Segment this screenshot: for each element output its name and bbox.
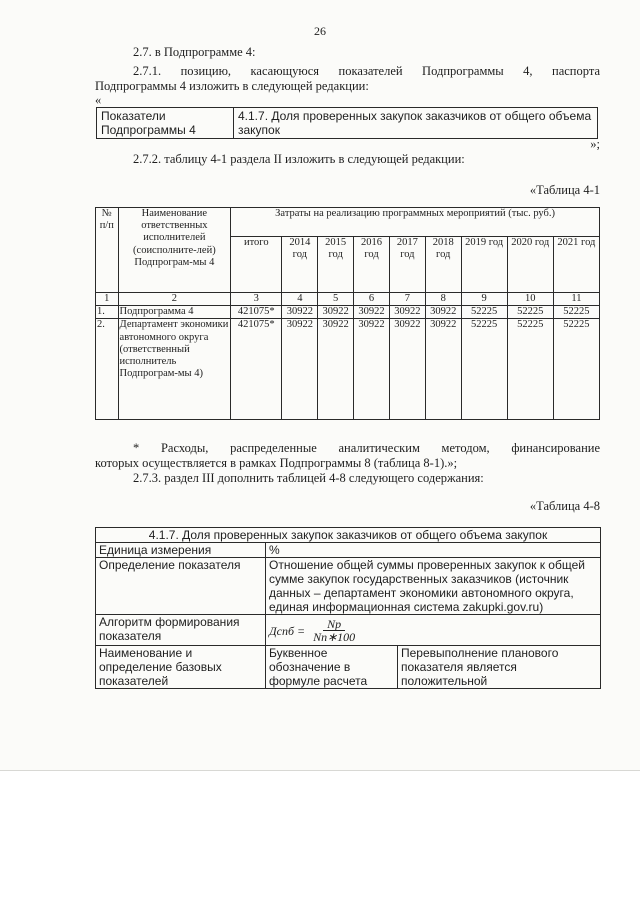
cell-value: 30922 xyxy=(318,306,354,319)
header-total: итого xyxy=(231,237,282,293)
unit-value: % xyxy=(266,543,601,558)
formula-denominator: Nn∗100 xyxy=(313,630,356,644)
unit-label: Единица измерения xyxy=(96,543,266,558)
column-number-row xyxy=(96,293,600,306)
column-number: 3 xyxy=(231,293,282,306)
close-quote: »; xyxy=(590,137,600,151)
algorithm-label: Алгоритм формирования показателя xyxy=(96,615,266,646)
base-indicators-label: Наименование и определение базовых показателей xyxy=(96,646,266,689)
passport-table xyxy=(96,107,598,139)
open-quote: « xyxy=(95,93,102,107)
table-row xyxy=(97,108,598,139)
section-2-7-3: 2.7.3. раздел III дополнить таблицей 4-8 следующего содержания: xyxy=(133,471,484,485)
column-number: 7 xyxy=(389,293,425,306)
table-row xyxy=(96,528,601,543)
section-2-7-2: 2.7.2. таблицу 4-1 раздела II изложить в следующей редакции: xyxy=(133,152,465,166)
row-no: 2. xyxy=(96,319,119,420)
table-row xyxy=(96,543,601,558)
table-4-8-caption: «Таблица 4-8 xyxy=(529,499,600,513)
formula xyxy=(269,618,359,643)
formula-numerator: Np xyxy=(323,618,345,631)
header-costs: Затраты на реализацию программных мероприятий (тыс. руб.) xyxy=(231,208,600,237)
table-row xyxy=(96,646,601,689)
header-year: 2018 год xyxy=(425,237,461,293)
cell-value: 30922 xyxy=(354,306,390,319)
footnote-line1: * Расходы, распределенные аналитическим методом, финансирование xyxy=(133,441,600,455)
header-name: Наименование ответственных исполнителей (соисполните-лей) Подпрограм-мы 4 xyxy=(118,208,231,293)
header-year: 2017 год xyxy=(389,237,425,293)
algorithm-formula xyxy=(266,615,601,646)
row-name: Подпрограмма 4 xyxy=(118,306,231,319)
section-2-7: 2.7. в Подпрограмме 4: xyxy=(133,45,256,59)
table-row xyxy=(96,319,600,420)
column-number: 9 xyxy=(461,293,507,306)
table-row xyxy=(96,306,600,319)
header-year: 2019 год xyxy=(461,237,507,293)
definition-value: Отношение общей суммы проверенных закупок к общей сумме закупок государственных заказчиков (источник данных – департамент экономики автономного округа, единая информационная система zakupki.gov.ru) xyxy=(266,558,601,615)
cell-value: 52225 xyxy=(461,319,507,420)
column-number: 5 xyxy=(318,293,354,306)
header-year: 2014 год xyxy=(282,237,318,293)
formula-lhs: Дспб = xyxy=(269,623,306,638)
section-2-7-1-line1: 2.7.1. позицию, касающуюся показателей Подпрограммы 4, паспорта xyxy=(133,64,600,78)
table-4-8-title: 4.1.7. Доля проверенных закупок заказчиков от общего объема закупок xyxy=(96,528,601,543)
definition-label: Определение показателя xyxy=(96,558,266,615)
overfulfilment-label: Перевыполнение планового показателя является положительной xyxy=(398,646,601,689)
cell-value: 421075* xyxy=(231,319,282,420)
cell-value: 30922 xyxy=(318,319,354,420)
footnote-line2: которых осуществляется в рамках Подпрограммы 8 (таблица 8-1).»; xyxy=(95,456,458,470)
cell-value: 30922 xyxy=(282,306,318,319)
cell-value: 30922 xyxy=(425,306,461,319)
table-4-1 xyxy=(95,207,600,420)
table-row xyxy=(96,615,601,646)
cell-value: 52225 xyxy=(507,319,553,420)
column-number: 1 xyxy=(96,293,119,306)
cell-value: 30922 xyxy=(389,319,425,420)
cell-value: 52225 xyxy=(553,306,599,319)
header-year: 2015 год xyxy=(318,237,354,293)
table-4-8 xyxy=(95,527,601,689)
column-number: 11 xyxy=(553,293,599,306)
row-no: 1. xyxy=(96,306,119,319)
cell-value: 421075* xyxy=(231,306,282,319)
row-name: Департамент экономики автономного округа (ответственный исполнитель Подпрограм-мы 4) xyxy=(118,319,231,420)
formula-fraction xyxy=(309,618,359,643)
table-header-row xyxy=(96,208,600,237)
section-2-7-1-line2: Подпрограммы 4 изложить в следующей редакции: xyxy=(95,79,369,93)
cell-value: 30922 xyxy=(282,319,318,420)
table-4-1-caption: «Таблица 4-1 xyxy=(529,183,600,197)
column-number: 10 xyxy=(507,293,553,306)
passport-label: Показатели Подпрограммы 4 xyxy=(97,108,234,139)
cell-value: 52225 xyxy=(553,319,599,420)
column-number: 8 xyxy=(425,293,461,306)
header-year: 2020 год xyxy=(507,237,553,293)
header-year: 2021 год xyxy=(553,237,599,293)
cell-value: 30922 xyxy=(425,319,461,420)
cell-value: 30922 xyxy=(354,319,390,420)
cell-value: 52225 xyxy=(507,306,553,319)
table-row xyxy=(96,558,601,615)
letter-designation-label: Буквенное обозначение в формуле расчета xyxy=(266,646,398,689)
page-number: 26 xyxy=(314,24,326,38)
header-no: № п/п xyxy=(96,208,119,293)
column-number: 2 xyxy=(118,293,231,306)
column-number: 6 xyxy=(354,293,390,306)
column-number: 4 xyxy=(282,293,318,306)
cell-value: 52225 xyxy=(461,306,507,319)
header-year: 2016 год xyxy=(354,237,390,293)
cell-value: 30922 xyxy=(389,306,425,319)
passport-value: 4.1.7. Доля проверенных закупок заказчиков от общего объема закупок xyxy=(234,108,598,139)
